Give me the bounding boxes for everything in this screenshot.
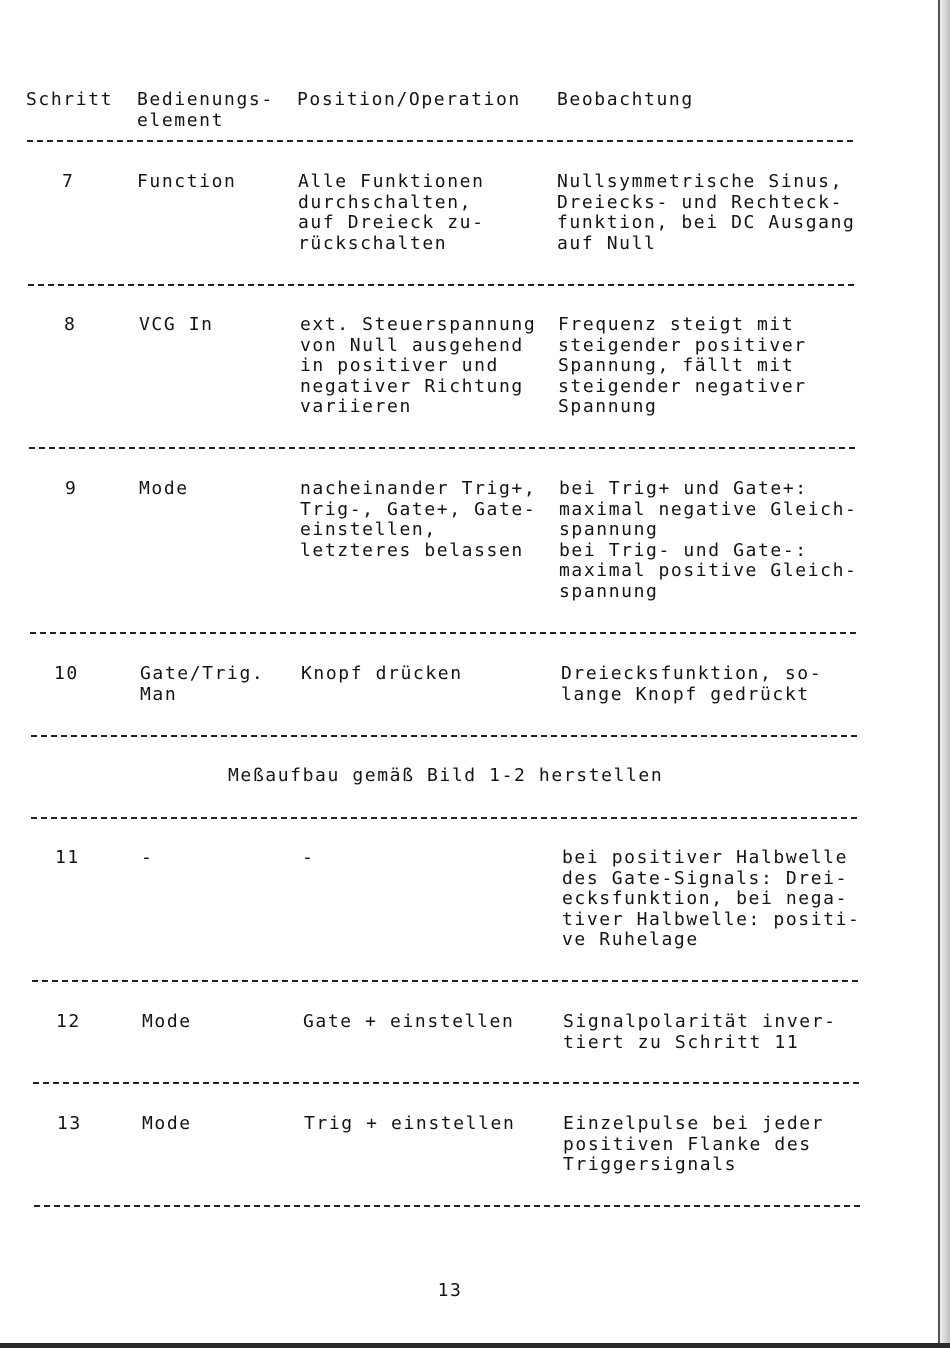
divider bbox=[28, 284, 854, 286]
row-observation: Einzelpulse bei jeder positiven Flanke des Triggersignals bbox=[563, 1113, 825, 1175]
row-observation: Nullsymmetrische Sinus, Dreiecks- und Rechteck- funktion, bei DC Ausgang auf Null bbox=[557, 171, 856, 254]
header-step: Schritt bbox=[26, 89, 114, 110]
row-observation: Frequenz steigt mit steigender positiver Spannung, fällt mit steigender negativer Spannung bbox=[558, 314, 807, 417]
row-step: 7 bbox=[62, 171, 75, 192]
divider bbox=[33, 1082, 859, 1084]
divider bbox=[32, 980, 858, 982]
divider bbox=[30, 632, 856, 634]
row-step: 13 bbox=[57, 1113, 82, 1134]
row-control: Gate/Trig. Man bbox=[140, 663, 265, 705]
row-step: 8 bbox=[64, 314, 77, 335]
bottom-edge bbox=[0, 1343, 950, 1348]
header-control: Bedienungs- element bbox=[137, 89, 274, 131]
row-control: Function bbox=[137, 171, 237, 192]
row-control: - bbox=[141, 847, 154, 868]
divider bbox=[34, 1205, 860, 1207]
row-observation: Dreiecksfunktion, so- lange Knopf gedrückt bbox=[561, 663, 823, 705]
row-operation: - bbox=[302, 847, 315, 868]
row-control: Mode bbox=[142, 1113, 192, 1134]
row-step: 9 bbox=[65, 478, 78, 499]
row-observation: Signalpolarität inver- tiert zu Schritt 11 bbox=[563, 1011, 837, 1053]
header-operation: Position/Operation bbox=[297, 89, 521, 110]
row-observation: bei positiver Halbwelle des Gate-Signals: Drei- ecksfunktion, bei nega- tiver Halbwelle: positi- ve Ruhelage bbox=[562, 847, 861, 950]
row-operation: Alle Funktionen durchschalten, auf Dreieck zu- rückschalten bbox=[298, 171, 485, 254]
row-control: Mode bbox=[139, 478, 189, 499]
row-operation: nacheinander Trig+, Trig-, Gate+, Gate- einstellen, letzteres belassen bbox=[300, 478, 537, 561]
divider bbox=[27, 140, 853, 142]
row-step: 12 bbox=[56, 1011, 81, 1032]
row-control: VCG In bbox=[139, 314, 214, 335]
page-edge-line bbox=[938, 0, 940, 1348]
row-step: 10 bbox=[54, 663, 79, 684]
row-operation: Knopf drücken bbox=[301, 663, 463, 684]
divider bbox=[29, 447, 855, 449]
section-note: Meßaufbau gemäß Bild 1-2 herstellen bbox=[228, 765, 664, 786]
row-control: Mode bbox=[142, 1011, 192, 1032]
divider bbox=[31, 735, 857, 737]
divider bbox=[31, 817, 857, 819]
row-operation: Trig + einstellen bbox=[304, 1113, 516, 1134]
row-operation: ext. Steuerspannung von Null ausgehend in positiver und negativer Richtung variieren bbox=[300, 314, 537, 417]
header-observation: Beobachtung bbox=[557, 89, 694, 110]
row-observation: bei Trig+ und Gate+: maximal negative Gleich- spannung bei Trig- und Gate-: maximal positive Gleich- spannung bbox=[559, 478, 858, 602]
page-number: 13 bbox=[437, 1280, 463, 1301]
row-operation: Gate + einstellen bbox=[303, 1011, 515, 1032]
row-step: 11 bbox=[55, 847, 80, 868]
